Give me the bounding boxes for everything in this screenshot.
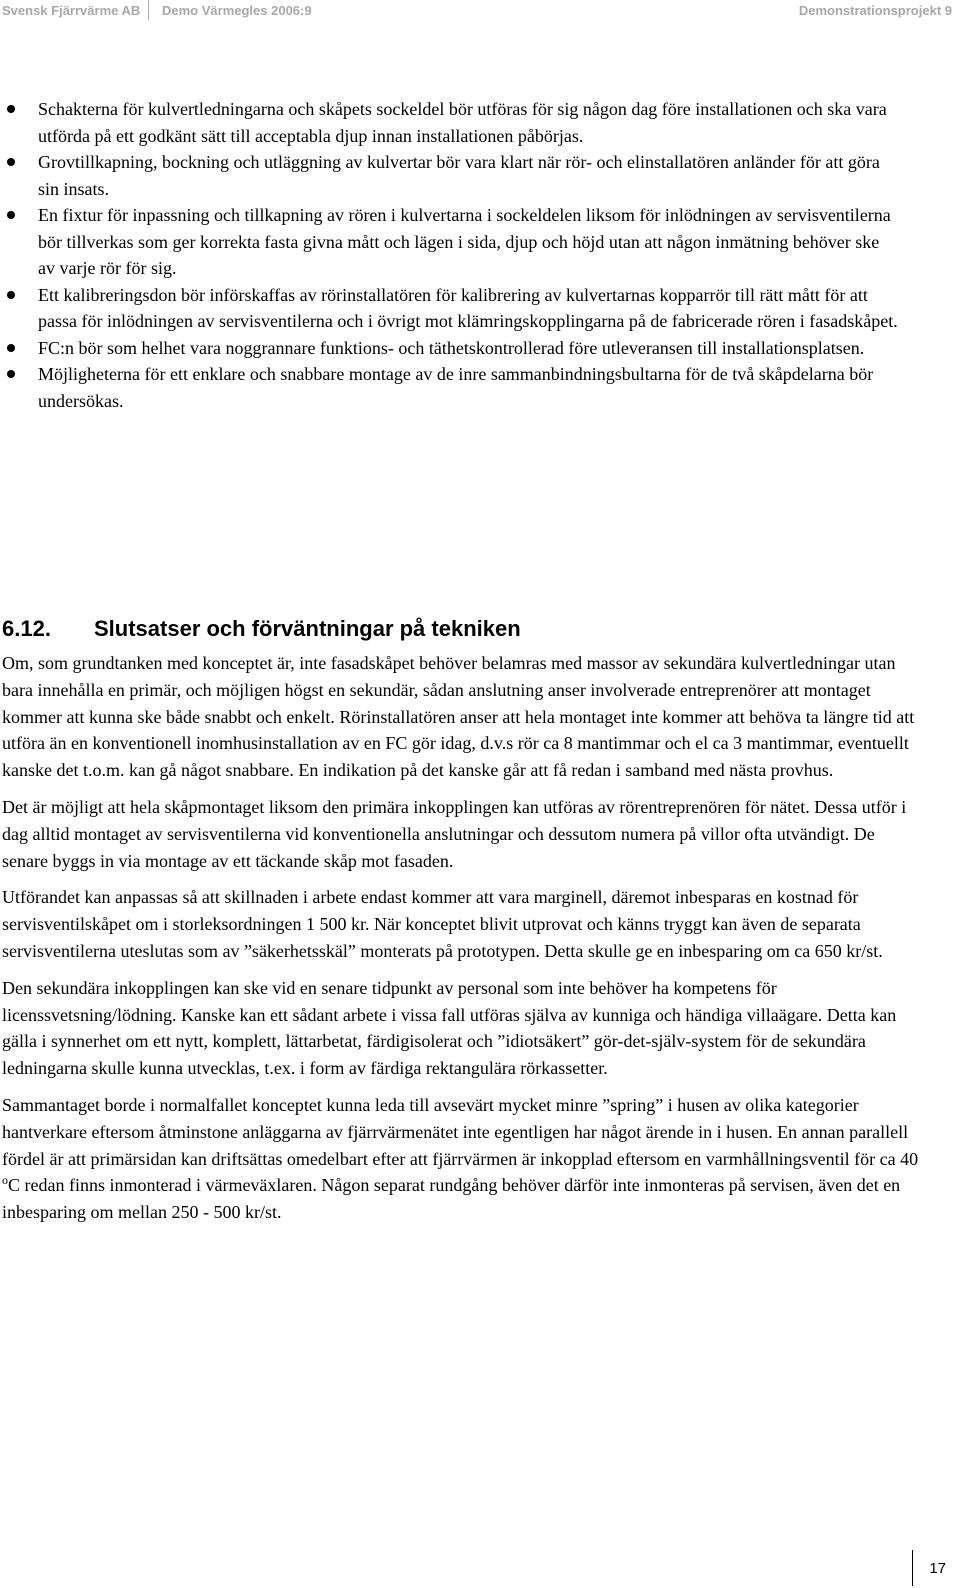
- list-item: [0, 361, 900, 414]
- bullet-icon: [7, 158, 15, 166]
- bullet-icon: [7, 105, 15, 113]
- body-paragraph: Det är möjligt att hela skåpmontaget liksom den primära inkopplingen kan utföras av rörentreprenören för nätet. Dessa utför i dag alltid montaget av servisventilerna vid konventionella anslutningar och dessutom numera på villor ofta utvändigt. De senare byggs in via montage av ett täckande skåp mot fasaden.: [2, 796, 907, 871]
- body-paragraph: Om, som grundtanken med konceptet är, inte fasadskåpet behöver belamras med massor av sekundära kulvertledningar utan bara innehålla en primär, och möjligen högst en sekundär, sådan anslutning anser involverade entreprenörer att montaget kommer att kunna ske både snabbt och enkelt. Rörinstallatören anser att hela montaget inte kommer att behöva ta längre tid att utföra än en konventionell inomhusinstallation av en FC gör idag, d.v.s rör ca 8 mantimmar och el ca 3 mantimmar, eventuellt kanske det t.o.m. kan gå något snabbare. En indikation på det kanske går att få redan i samband med nästa provhus.: [2, 653, 915, 781]
- bullet-icon: [7, 211, 15, 219]
- body-paragraph-last: [2, 1092, 922, 1226]
- company-name: Svensk Fjärrvärme AB: [2, 3, 141, 18]
- list-item-text: En fixtur för inpassning och tillkapning av rören i kulvertarna i sockeldelen liksom för inlödningen av servisventilerna bör tillverkas som ger korrekta fasta givna mått och lägen i sida, djup och höjd utan att någon inmätning behöver ske av varje rör för sig.: [38, 205, 891, 278]
- list-item: [0, 149, 900, 202]
- list-item-text: Möjligheterna för ett enklare och snabbare montage av de inre sammanbindningsbultarna för de två skåpdelarna bör undersökas.: [38, 364, 874, 411]
- section-body: [2, 650, 922, 1236]
- section-title: Slutsatser och förväntningar på tekniken: [94, 616, 521, 641]
- paragraph-text-before: Sammantaget borde i normalfallet konceptet kunna leda till avsevärt mycket minre ”spring” i husen av olika kategorier hantverkare eftersom åtminstone anläggarna av fjärrvärmenätet inte egentligen har något ärende in i husen. En annan parallell fördel är att primärsidan kan driftsättas omedelbart efter att fjärrvärmen är inkopplad eftersom en varmhållningsventil för ca 40: [2, 1094, 919, 1169]
- footer-divider: [912, 1550, 913, 1586]
- body-paragraph: Den sekundära inkopplingen kan ske vid en senare tidpunkt av personal som inte behöver ha kompetens för licenssvetsning/lödning. Kanske kan ett sådant arbete i vissa fall utföras själva av kunniga och händiga villaägare. Detta kan gälla i synnerhet om ett nytt, komplett, lättarbetat, färdigisolerat och ”idiotsäkert” gör-det-själv-system för de sekundära ledningarna skulle kunna utvecklas, t.ex. i form av färdiga rektangulära rörkassetter.: [2, 977, 897, 1079]
- list-item-text: FC:n bör som helhet vara noggrannare funktions- och täthetskontrollerad före utleveransen till installationsplatsen.: [38, 337, 865, 358]
- document-name: Demo Värmegles 2006:9: [162, 3, 312, 18]
- paragraph-text-after: C redan finns inmonterad i värmeväxlaren. Någon separat rundgång behöver därför inte inmonteras på servisen, även det en inbesparing om mellan 250 - 500 kr/st.: [2, 1175, 901, 1223]
- page-number: 17: [929, 1560, 946, 1577]
- project-name: Demonstrationsprojekt 9: [798, 3, 952, 18]
- list-item-text: Grovtillkapning, bockning och utläggning av kulvertar bör vara klart när rör- och elinstallatören anländer för att göra sin insats.: [38, 152, 880, 199]
- page-header: [0, 0, 960, 26]
- header-divider: [148, 0, 149, 20]
- list-item: [0, 335, 900, 362]
- list-item-text: Schakterna för kulvertledningarna och skåpets sockeldel bör utföras för sig någon dag före installationen och ska vara utförda på ett godkänt sätt till acceptabla djup innan installationen påbörjas.: [38, 99, 887, 146]
- bullet-icon: [7, 370, 15, 378]
- bullet-icon: [7, 291, 15, 299]
- bullet-icon: [7, 344, 15, 352]
- section-heading: [2, 614, 521, 644]
- body-paragraph: Utförandet kan anpassas så att skillnaden i arbete endast kommer att vara marginell, däremot inbesparas en kostnad för servisventilskåpet om i storleksordningen 1 500 kr. När konceptet blivit utprovat och känns tryggt kan även de separata servisventilerna uteslutas som av ”säkerhetsskäl” monterats på prototypen. Detta skulle ge en inbesparing om ca 650 kr/st.: [2, 887, 883, 961]
- recommendation-list: [0, 96, 900, 414]
- list-item-text: Ett kalibreringsdon bör införskaffas av rörinstallatören för kalibrering av kulvertarnas kopparrör till rätt mått för att passa för inlödningen av servisventilerna och i övrigt mot klämringskopplingarna på de fabricerade rören i fasadskåpet.: [38, 284, 898, 331]
- list-item: [0, 202, 900, 282]
- list-item: [0, 96, 900, 149]
- degree-superscript: o: [2, 1173, 8, 1188]
- list-item: [0, 282, 900, 335]
- section-number: 6.12.: [2, 616, 51, 641]
